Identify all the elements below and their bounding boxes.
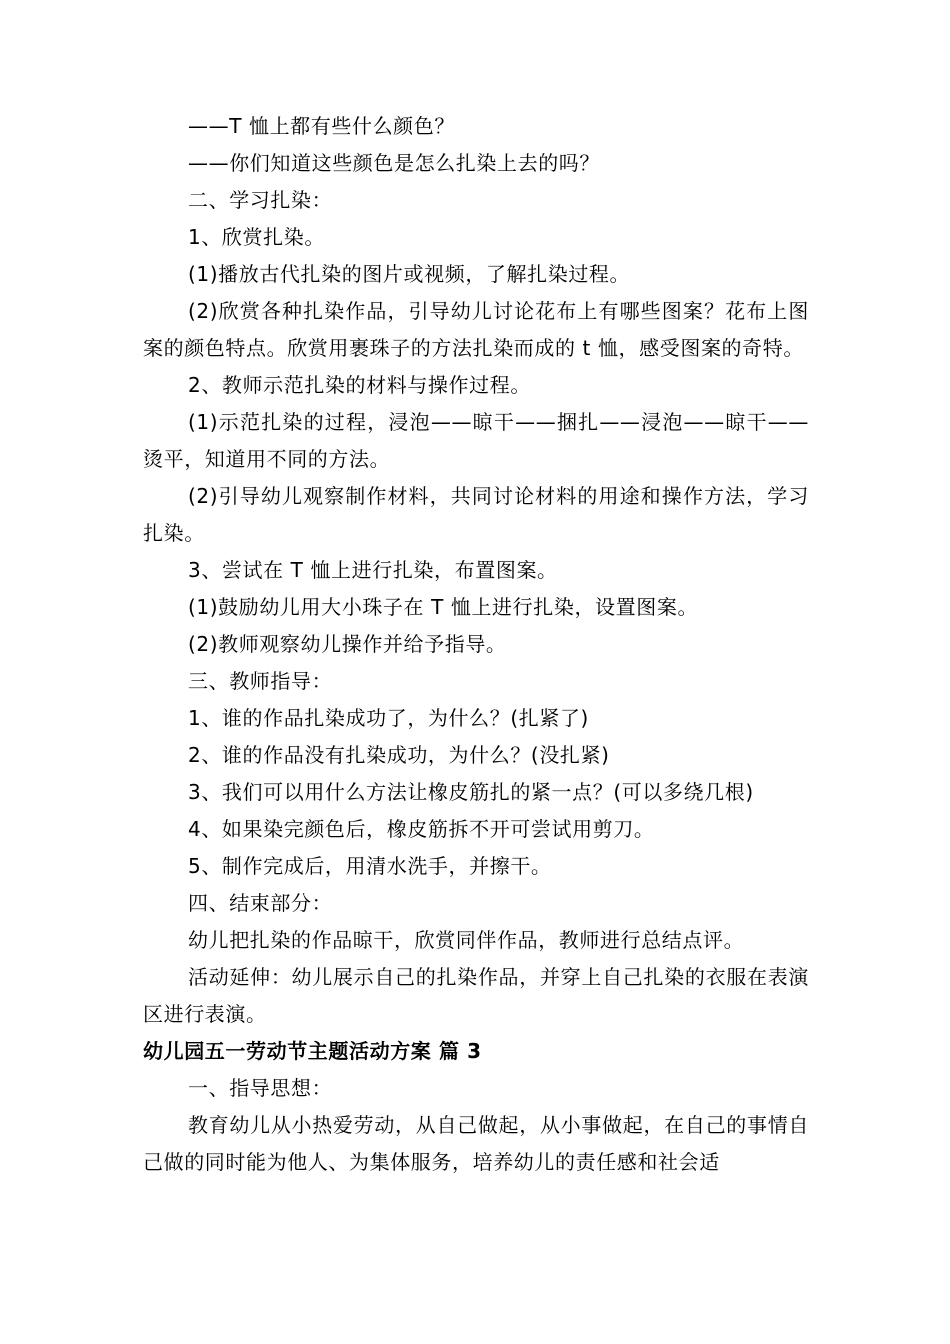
paragraph: (2)引导幼儿观察制作材料，共同讨论材料的用途和操作方法，学习扎染。 [143,484,809,545]
paragraph: 4、如果染完颜色后，橡皮筋拆不开可尝试用剪刀。 [188,817,655,841]
paragraph: (1)播放古代扎染的图片或视频，了解扎染过程。 [188,262,631,286]
paragraph: 5、制作完成后，用清水洗手，并擦干。 [188,854,552,878]
paragraph: 1、谁的作品扎染成功了，为什么？(扎紧了) [188,706,589,730]
paragraph: 1、欣赏扎染。 [188,225,325,249]
paragraph: ——你们知道这些颜色是怎么扎染上去的吗？ [188,151,600,175]
document-body [143,108,809,1181]
paragraph: (2)欣赏各种扎染作品，引导幼儿讨论花布上有哪些图案？花布上图案的颜色特点。欣赏用裹珠子的方法扎染而成的 t 恤，感受图案的奇特。 [143,299,809,360]
paragraph: 3、尝试在 T 恤上进行扎染，布置图案。 [188,558,558,582]
section-subheading: 三、教师指导： [188,669,333,693]
paragraph: 活动延伸：幼儿展示自己的扎染作品，并穿上自己扎染的衣服在表演区进行表演。 [143,965,809,1026]
paragraph: (2)教师观察幼儿操作并给予指导。 [188,632,507,656]
paragraph: (1)示范扎染的过程，浸泡——晾干——捆扎——浸泡——晾干——烫平，知道用不同的方法。 [143,410,809,471]
section-heading: 幼儿园五一劳动节主题活动方案 篇 3 [143,1039,482,1063]
paragraph: 教育幼儿从小热爱劳动，从自己做起，从小事做起，在自己的事情自己做的同时能为他人、为集体服务，培养幼儿的责任感和社会适 [143,1113,809,1174]
paragraph: 3、我们可以用什么方法让橡皮筋扎的紧一点？(可以多绕几根) [188,780,754,804]
section-subheading: 二、学习扎染： [188,188,333,212]
paragraph: 幼儿把扎染的作品晾干，欣赏同伴作品，教师进行总结点评。 [188,928,745,952]
paragraph: ——T 恤上都有些什么颜色？ [188,114,455,138]
paragraph: 2、教师示范扎染的材料与操作过程。 [188,373,531,397]
section-subheading: 一、指导思想： [188,1076,333,1100]
paragraph: (1)鼓励幼儿用大小珠子在 T 恤上进行扎染，设置图案。 [188,595,699,619]
paragraph: 2、谁的作品没有扎染成功，为什么？(没扎紧) [188,743,610,767]
section-subheading: 四、结束部分： [188,891,333,915]
